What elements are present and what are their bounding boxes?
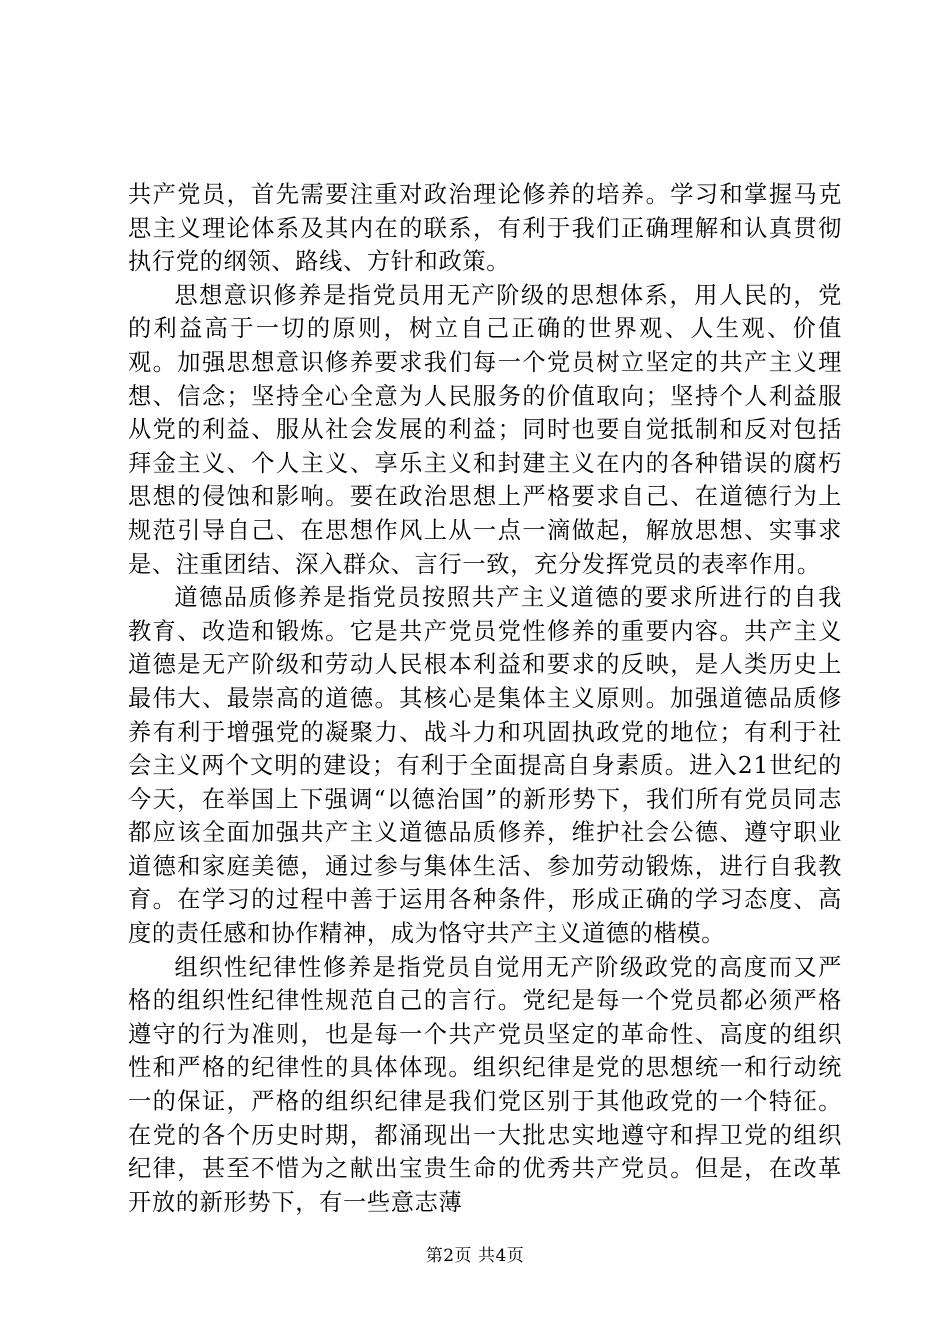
paragraph-ideological-cultivation: 思想意识修养是指党员用无产阶级的思想体系，用人民的，党的利益高于一切的原则，树立自己正确的世界观、人生观、价值观。加强思想意识修养要求我们每一个党员树立坚定的共产主义理想、信念；坚持全心全意为人民服务的价值取向；坚持个人利益服从党的利益、服从社会发展的利益；同时也要自觉抵制和反对包括拜金主义、个人主义、享乐主义和封建主义在内的各种错误的腐朽思想的侵蚀和影响。要在政治思想上严格要求自己、在道德行为上规范引导自己、在思想作风上从一点一滴做起，解放思想、实事求是、注重团结、深入群众、言行一致，充分发挥党员的表率作用。 [128,281,842,578]
paragraph-moral-cultivation: 道德品质修养是指党员按照共产主义道德的要求所进行的自我教育、改造和锻炼。它是共产党员党性修养的重要内容。共产主义道德是无产阶级和劳动人民根本利益和要求的反映，是人类历史上最伟大、最崇高的道德。其核心是集体主义原则。加强道德品质修养有利于增强党的凝聚力、战斗力和巩固执政党的地位；有利于社会主义两个文明的建设；有利于全面提高自身素质。进入21世纪的今天，在举国上下强调“以德治国”的新形势下，我们所有党员同志都应该全面加强共产主义道德品质修养，维护社会公德、遵守职业道德和家庭美德，通过参与集体生活、参加劳动锻炼，进行自我教育。在学习的过程中善于运用各种条件，形成正确的学习态度、高度的责任感和协作精神，成为恪守共产主义道德的楷模。 [128,584,842,948]
page-footer [0,1245,950,1267]
page-number-label: 第2页 共4页 [425,1246,525,1266]
paragraph-discipline-cultivation: 组织性纪律性修养是指党员自觉用无产阶级政党的高度而又严格的组织性纪律性规范自己的言行。党纪是每一个党员都必须严格遵守的行为准则，也是每一个共产党员坚定的革命性、高度的组织性和严格的纪律性的具体体现。组织纪律是党的思想统一和行动统一的保证，严格的组织纪律是我们党区别于其他政党的一个特征。在党的各个历史时期，都涌现出一大批忠实地遵守和捍卫党的组织纪律，甚至不惜为之献出宝贵生命的优秀共产党员。但是，在改革开放的新形势下，有一些意志薄 [128,953,842,1216]
document-body [128,178,842,1219]
paragraph-political-theory: 共产党员，首先需要注重对政治理论修养的培养。学习和掌握马克思主义理论体系及其内在的联系，有利于我们正确理解和认真贯彻执行党的纲领、路线、方针和政策。 [128,181,842,276]
